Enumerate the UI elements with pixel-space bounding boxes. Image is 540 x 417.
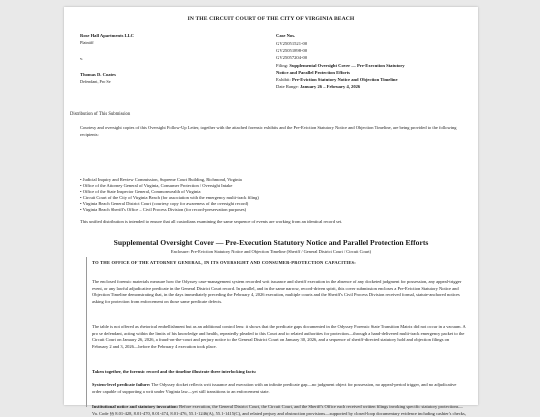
defendant-role: Defendant, Pro Se — [80, 79, 111, 84]
date-value: January 26 – February 4, 2026 — [300, 84, 361, 89]
fact-text: Before execution, the General District Court, the Circuit Court, and the Sheriff's Office each received written filings invoking specific statutory protections—Va. Code §§ 8.01-428, 8.01-470, 8.01-474, 8.01-476, 55.1-1246(A), 55.1-1415(C), and related perjury and obstruction provisions—supported by closed-loop documentary evidence including cashier's checks, — [92, 404, 466, 416]
plaintiff-name: Rose Hall Apartments LLC — [80, 33, 134, 38]
filing-value: Supplemental Oversight Cover — Pre-Execution Statutory — [289, 63, 405, 68]
distribution-closing: This unified distribution is intended to ensure that all custodians examining the same sequence of events are working from an identical record set. — [80, 219, 343, 224]
date-label: Date Range: — [276, 84, 299, 89]
versus-label: v. — [80, 56, 84, 61]
salutation: TO THE OFFICE OF THE ATTORNEY GENERAL, IN ITS OVERSIGHT AND CONSUMER-PROTECTION CAPACITIES: — [92, 260, 356, 265]
exhibit-value: Pre-Eviction Statutory Notice and Objection Timeline — [291, 77, 398, 82]
distribution-heading: Distribution of This Submission — [70, 112, 131, 117]
court-heading: IN THE CIRCUIT COURT OF THE CITY OF VIRGINIA BEACH — [187, 16, 355, 22]
document-subtitle: Enclosure: Pre-Eviction Statutory Notice and Objection Timeline (Sheriff / General District Court / Circuit Court) — [170, 249, 372, 254]
exhibit-line — [276, 77, 398, 83]
section-rule — [86, 257, 87, 407]
filing-line — [276, 63, 405, 69]
list-item: • Office of the Attorney General of Virginia, Consumer Protection / Oversight Intake — [80, 183, 259, 189]
case-number: GV25051521-00 — [276, 41, 308, 46]
list-item: • Virginia Beach Sheriff's Office – Civil Process Division (for record-preservation purposes) — [80, 207, 259, 213]
case-label: Case Nos. — [276, 33, 296, 38]
case-number: GV25057204-00 — [276, 55, 308, 60]
exhibit-label: Exhibit: — [276, 77, 291, 82]
fact-label: System-level predicate failure: — [92, 382, 151, 387]
body-paragraph: The enclosed forensic materials measure how the Odyssey case-management system recorded writ issuance and sheriff execution in the absence of any docketed judgment for possession, any appeal-trigger event, or any lawful adjudicative predicate in the General District Court record. In parallel, and in the same narrow, record-driven spirit, this cover submission encloses a Pre-Eviction Statutory Notice and Objection Timeline demonstrating that, in the days immediately preceding the February 4, 2026 execution, multiple courts and the Sheriff's Civil Process Division received formal, statute-anchored notices asking for protection from enforcement on those same predicate defects. — [92, 279, 462, 304]
defendant-name: Thomas D. Coates — [80, 72, 116, 77]
fact-item — [92, 382, 466, 395]
fact-item — [92, 404, 466, 417]
filing-value-cont: Notice and Parallel Protection Efforts — [276, 70, 350, 75]
date-line — [276, 84, 360, 90]
list-item: • Judicial Inquiry and Review Commission, Supreme Court Building, Richmond, Virginia — [80, 177, 259, 183]
fact-label: Institutional notice and statutory invocation: — [92, 404, 179, 409]
body-paragraph: Taken together, the forensic record and the timeline illustrate three interlocking facts: — [92, 369, 257, 374]
recipient-list — [80, 177, 259, 214]
document-title: Supplemental Oversight Cover — Pre-Execution Statutory Notice and Parallel Protection Efforts — [113, 238, 429, 247]
filing-label: Filing: — [276, 63, 289, 68]
case-number: GV25051898-00 — [276, 48, 308, 53]
distribution-intro: Courtesy and oversight copies of this Oversight Follow-Up Letter, together with the attached forensic exhibits and the Pre-Eviction Statutory Notice and Objection Timeline, are being provided to the following recipients: — [80, 125, 457, 137]
list-item: • Virginia Beach General District Court (courtesy copy for awareness of the oversight record) — [80, 201, 259, 207]
list-item: • Circuit Court of the City of Virginia Beach (for association with the emergency multi-track filing) — [80, 195, 259, 201]
list-item: • Office of the State Inspector General, Commonwealth of Virginia — [80, 189, 259, 195]
document-page — [64, 7, 478, 416]
body-paragraph: The table is not offered as rhetorical embellishment but as an additional control lens: it shows that the predicate gaps documented in the Odyssey Forensic State Transition Matrix did not occur in a vacuum. A pro se defendant, acting within the limits of his knowledge and health, repeatedly pleaded to this Court and to related authorities for protection—through a hand-delivered multi-track emergency packet to the Circuit Court on January 26, 2026, a fraud-on-the-court and perjury notice to the General District Court on January 30, 2026, and a sequence of sheriff-directed statutory hold and objection filings on February 2 and 3, 2026—before the February 4 execution took place. — [92, 324, 466, 349]
plaintiff-role: Plaintiff — [80, 40, 94, 45]
fact-text: The Odyssey docket reflects writ issuance and execution with an infinite predicate gap—no judgment object for possession, no appeal-period trigger, and no adjudicative order capable of supporting a writ under Virginia law—yet still transitions to an enforcement state. — [92, 382, 457, 394]
